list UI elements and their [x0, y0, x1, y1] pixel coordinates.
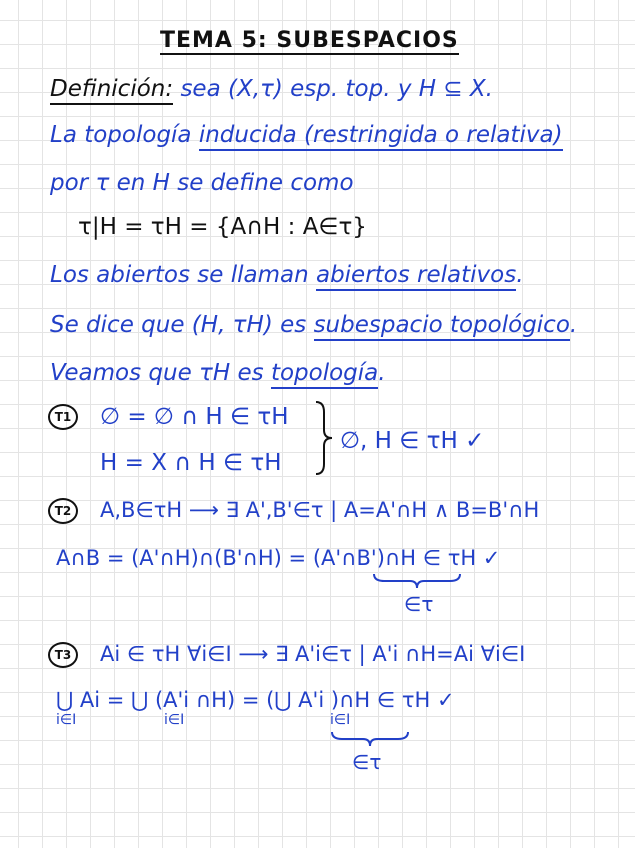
- t2-badge: T2: [48, 498, 78, 524]
- t3-under-label: ∈τ: [352, 750, 382, 774]
- definition-line-6: [50, 312, 577, 338]
- t1-badge: T1: [48, 404, 78, 430]
- t2-underbrace-icon: [372, 572, 462, 590]
- definition-line-5: [50, 262, 524, 288]
- definition-line-3: por τ en H se define como: [50, 170, 354, 196]
- t2-row-1: A,B∈τH ⟶ ∃ A',B'∈τ | A=A'∩H ∧ B=B'∩H: [100, 498, 540, 522]
- induced-topology-term: inducida (restringida o relativa): [199, 122, 563, 151]
- t3-index-3: i∈I: [330, 712, 351, 728]
- t1-row-1: ∅ = ∅ ∩ H ∈ τH: [100, 404, 289, 430]
- page-title: TEMA 5: SUBESPACIOS: [160, 28, 459, 53]
- t3-index-2: i∈I: [164, 712, 185, 728]
- t2-under-label: ∈τ: [404, 592, 434, 616]
- t3-row-1: Ai ∈ τH ∀i∈I ⟶ ∃ A'i∈τ | A'i ∩H=Ai ∀i∈I: [100, 642, 526, 666]
- open-sets-text: Los abiertos se llaman: [50, 262, 316, 288]
- definition-line-2: [50, 122, 563, 148]
- period: .: [516, 262, 524, 288]
- t1-brace-icon: [312, 400, 336, 476]
- period: .: [569, 312, 578, 338]
- t1-row-2: H = X ∩ H ∈ τH: [100, 450, 282, 476]
- t3-badge: T3: [48, 642, 78, 668]
- t1-conclusion: ∅, H ∈ τH ✓: [340, 428, 485, 454]
- check-topology-text: Veamos que τH es: [50, 360, 271, 386]
- definition-line-1: [50, 76, 493, 102]
- definition-label: Definición:: [50, 76, 173, 105]
- t3-underbrace-icon: [330, 730, 410, 748]
- induced-topology-formula: τ|H = τH = {A∩H : A∈τ}: [78, 214, 367, 240]
- t3-row-2: ⋃ Ai = ⋃ (A'i ∩H) = (⋃ A'i )∩H ∈ τH ✓: [56, 688, 455, 712]
- topology-term: topología: [271, 360, 378, 389]
- definition-text-2a: La topología: [50, 122, 199, 148]
- definition-text-1: sea (X,τ) esp. top. y H ⊆ X.: [180, 76, 493, 102]
- relative-open-sets-term: abiertos relativos: [316, 262, 516, 291]
- period: .: [378, 360, 386, 386]
- subspace-text: Se dice que (H, τH) es: [50, 312, 314, 338]
- t3-index-1: i∈I: [56, 712, 77, 728]
- t2-row-2: A∩B = (A'∩H)∩(B'∩H) = (A'∩B')∩H ∈ τH ✓: [56, 546, 501, 570]
- definition-line-7: [50, 360, 386, 386]
- topological-subspace-term: subespacio topológico: [314, 312, 570, 341]
